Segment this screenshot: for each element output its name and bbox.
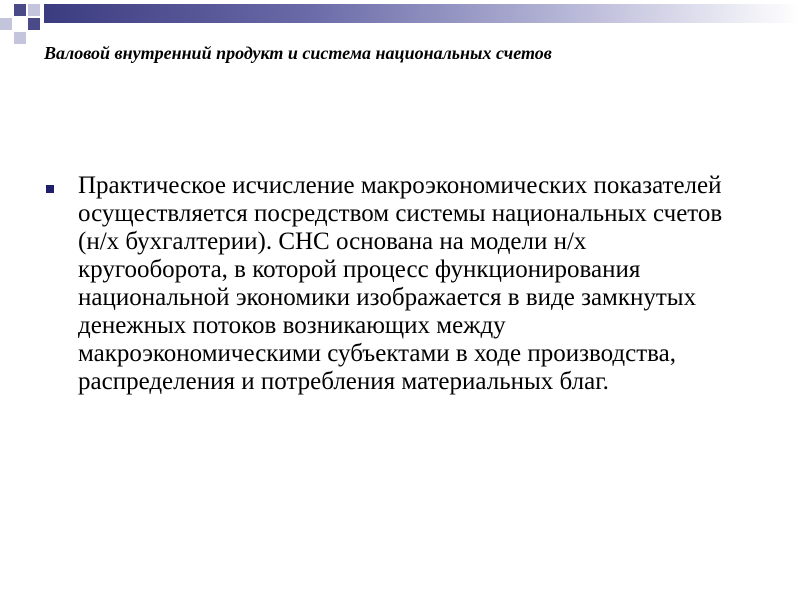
slide-title: Валовой внутренний продукт и система национальных счетов bbox=[44, 43, 552, 63]
decor-square bbox=[28, 18, 40, 30]
decor-square bbox=[0, 18, 12, 30]
slide-body bbox=[42, 172, 742, 396]
decor-square bbox=[28, 4, 40, 16]
decor-square bbox=[14, 4, 26, 16]
square-bullet-icon bbox=[46, 185, 54, 193]
header-gradient-band bbox=[44, 4, 800, 23]
bullet-text: Практическое исчисление макроэкономических показателей осуществляется посредством системы национальных счетов (н/х бухгалтерии). СНС основана на модели н/х кругооборота, в которой процесс функционирования национальной экономики изображается в виде замкнутых денежных потоков возникающих между макроэкономическими субъектами в ходе производства, распределения и потребления материальных благ. bbox=[78, 172, 723, 395]
bullet-item bbox=[42, 172, 742, 396]
decor-square bbox=[14, 32, 26, 44]
